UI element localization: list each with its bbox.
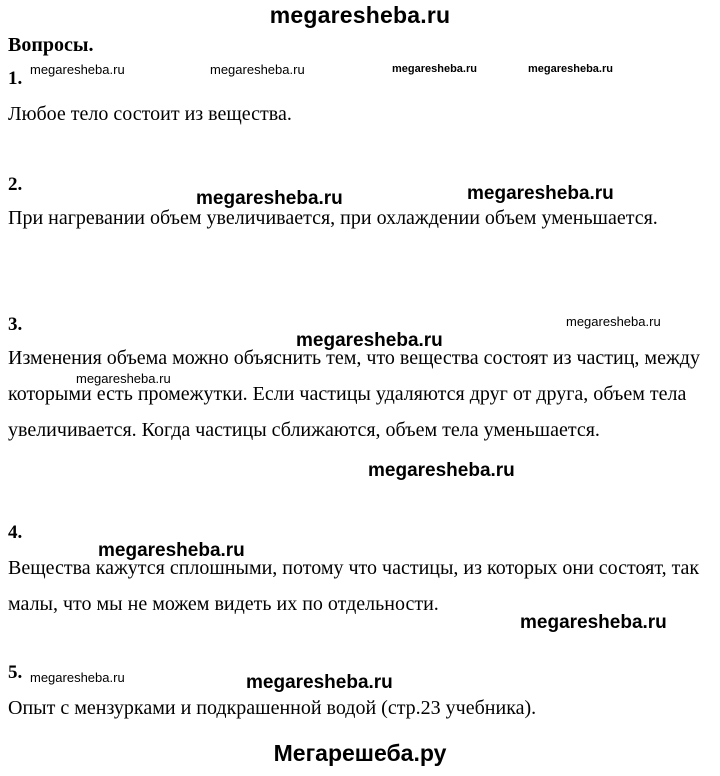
footer-title: Мегарешеба.ру <box>273 740 447 766</box>
site-title: megaresheba.ru <box>269 2 451 28</box>
watermark: megaresheba.ru <box>296 330 443 351</box>
watermark: megaresheba.ru <box>528 63 613 75</box>
watermark: megaresheba.ru <box>566 314 661 329</box>
question-number-3: 3. <box>8 314 23 335</box>
watermark: megaresheba.ru <box>196 188 343 209</box>
answer-5: Опыт с мензурками и подкрашенной водой (стр.23 учебника). <box>8 697 537 719</box>
answer-3: Изменения объема можно объяснить тем, что вещества состоят из частиц, между которыми есть промежутки. Если частицы удаляются друг от друга, объем тела увеличивается. Когда частицы сближаются, объем тела уменьшается. <box>8 347 700 441</box>
watermark: megaresheba.ru <box>246 672 393 693</box>
answer-2: При нагревании объем увеличивается, при охлаждении объем уменьшается. <box>8 207 658 229</box>
watermark: megaresheba.ru <box>467 183 614 204</box>
watermark: megaresheba.ru <box>392 63 477 75</box>
watermark: megaresheba.ru <box>520 612 667 633</box>
question-number-4: 4. <box>8 522 23 543</box>
watermark: megaresheba.ru <box>30 62 125 77</box>
watermark: megaresheba.ru <box>98 540 245 561</box>
watermark: megaresheba.ru <box>368 460 515 481</box>
question-number-1: 1. <box>8 68 23 89</box>
section-heading: Вопросы. <box>8 34 94 56</box>
watermark: megaresheba.ru <box>210 62 305 77</box>
answer-4: Вещества кажутся сплошными, потому что частицы, из которых они состоят, так малы, что мы не можем видеть их по отдельности. <box>8 557 700 615</box>
question-number-2: 2. <box>8 174 23 195</box>
question-number-5: 5. <box>8 662 23 683</box>
watermark: megaresheba.ru <box>76 371 171 386</box>
answer-1: Любое тело состоит из вещества. <box>8 103 292 125</box>
watermark: megaresheba.ru <box>30 670 125 685</box>
